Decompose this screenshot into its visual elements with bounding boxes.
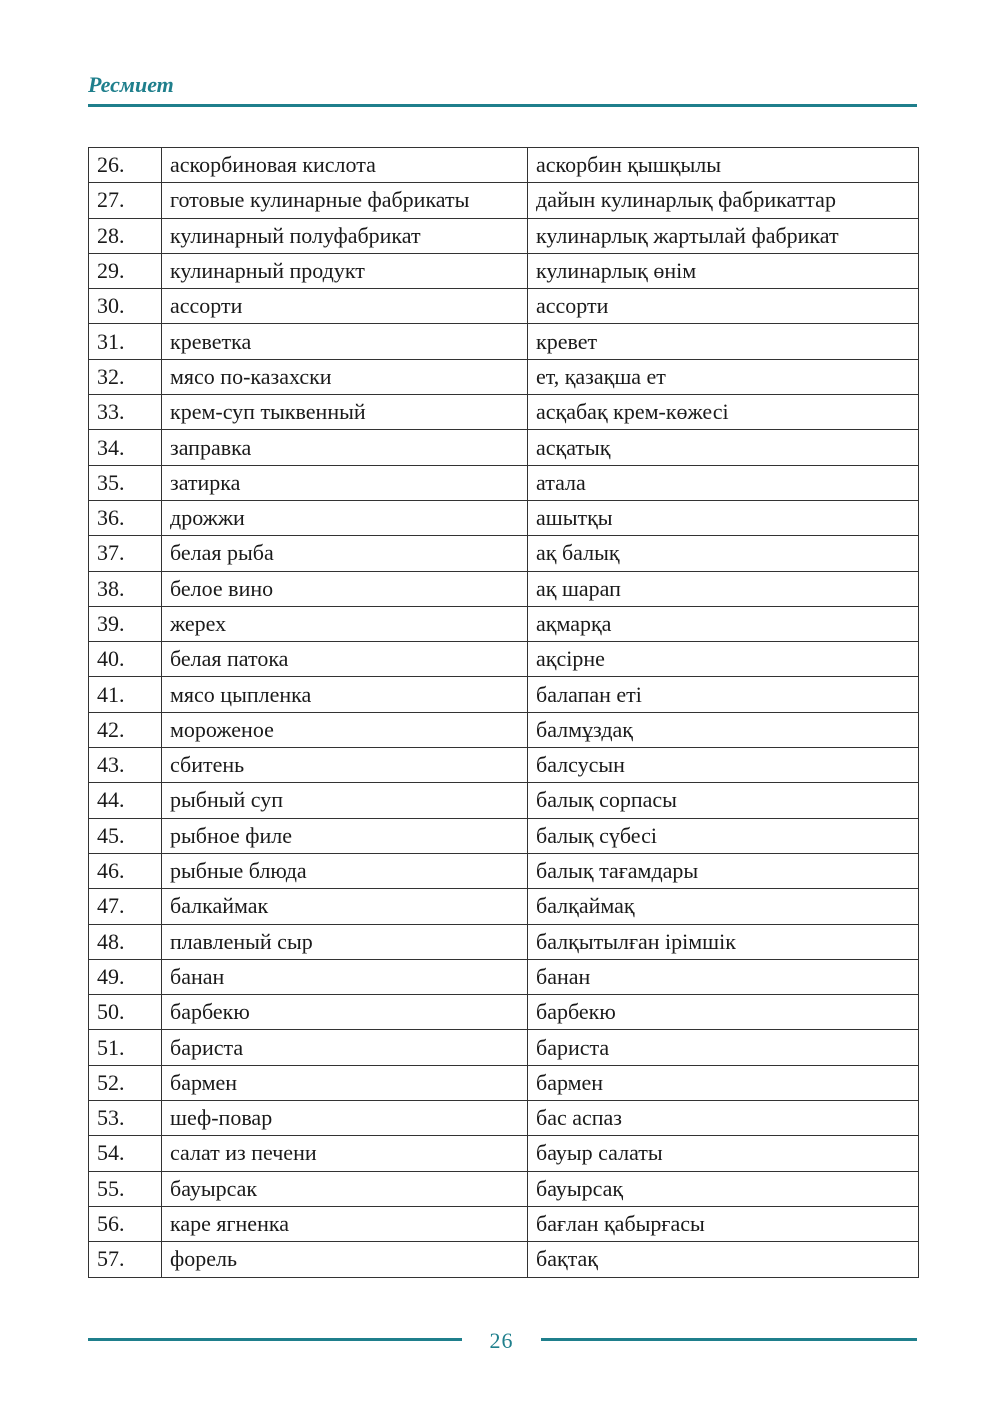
footer-divider-right xyxy=(541,1338,917,1341)
russian-term-cell: рыбное филе xyxy=(162,818,528,853)
russian-term-cell: креветка xyxy=(162,324,528,359)
table-row xyxy=(89,253,919,288)
kazakh-term-cell: балмұздақ xyxy=(528,712,919,747)
russian-term-cell: каре ягненка xyxy=(162,1206,528,1241)
table-row xyxy=(89,1242,919,1277)
kazakh-term-cell: бағлан қабырғасы xyxy=(528,1206,919,1241)
russian-term-cell: рыбный суп xyxy=(162,783,528,818)
table-row xyxy=(89,959,919,994)
kazakh-term-cell: ақ балық xyxy=(528,536,919,571)
glossary-table xyxy=(88,147,919,1278)
table-row xyxy=(89,889,919,924)
row-number-cell: 46. xyxy=(89,853,162,888)
row-number-cell: 31. xyxy=(89,324,162,359)
kazakh-term-cell: асқабақ крем-көжесі xyxy=(528,395,919,430)
kazakh-term-cell: бауырсақ xyxy=(528,1171,919,1206)
row-number-cell: 41. xyxy=(89,677,162,712)
kazakh-term-cell: балық тағамдары xyxy=(528,853,919,888)
russian-term-cell: мясо по-казахски xyxy=(162,359,528,394)
russian-term-cell: кулинарный полуфабрикат xyxy=(162,218,528,253)
table-row xyxy=(89,712,919,747)
row-number-cell: 40. xyxy=(89,642,162,677)
russian-term-cell: рыбные блюда xyxy=(162,853,528,888)
row-number-cell: 43. xyxy=(89,748,162,783)
table-row xyxy=(89,1101,919,1136)
kazakh-term-cell: ашытқы xyxy=(528,500,919,535)
russian-term-cell: готовые кулинарные фабрикаты xyxy=(162,183,528,218)
row-number-cell: 53. xyxy=(89,1101,162,1136)
row-number-cell: 57. xyxy=(89,1242,162,1277)
glossary-table-body xyxy=(89,148,919,1278)
table-row xyxy=(89,995,919,1030)
russian-term-cell: шеф-повар xyxy=(162,1101,528,1136)
row-number-cell: 48. xyxy=(89,924,162,959)
kazakh-term-cell: ассорти xyxy=(528,289,919,324)
russian-term-cell: бармен xyxy=(162,1065,528,1100)
table-row xyxy=(89,324,919,359)
kazakh-term-cell: кулинарлық өнім xyxy=(528,253,919,288)
table-row xyxy=(89,148,919,183)
table-row xyxy=(89,818,919,853)
row-number-cell: 50. xyxy=(89,995,162,1030)
russian-term-cell: жерех xyxy=(162,606,528,641)
russian-term-cell: мясо цыпленка xyxy=(162,677,528,712)
russian-term-cell: плавленый сыр xyxy=(162,924,528,959)
kazakh-term-cell: балық сорпасы xyxy=(528,783,919,818)
table-row xyxy=(89,1171,919,1206)
russian-term-cell: бариста xyxy=(162,1030,528,1065)
kazakh-term-cell: асқатық xyxy=(528,430,919,465)
table-row xyxy=(89,183,919,218)
table-row xyxy=(89,1065,919,1100)
table-row xyxy=(89,642,919,677)
russian-term-cell: крем-суп тыквенный xyxy=(162,395,528,430)
russian-term-cell: банан xyxy=(162,959,528,994)
russian-term-cell: салат из печени xyxy=(162,1136,528,1171)
russian-term-cell: балкаймак xyxy=(162,889,528,924)
kazakh-term-cell: бас аспаз xyxy=(528,1101,919,1136)
row-number-cell: 56. xyxy=(89,1206,162,1241)
row-number-cell: 32. xyxy=(89,359,162,394)
row-number-cell: 47. xyxy=(89,889,162,924)
row-number-cell: 54. xyxy=(89,1136,162,1171)
row-number-cell: 49. xyxy=(89,959,162,994)
row-number-cell: 33. xyxy=(89,395,162,430)
russian-term-cell: белое вино xyxy=(162,571,528,606)
row-number-cell: 30. xyxy=(89,289,162,324)
kazakh-term-cell: кревет xyxy=(528,324,919,359)
row-number-cell: 42. xyxy=(89,712,162,747)
kazakh-term-cell: атала xyxy=(528,465,919,500)
row-number-cell: 44. xyxy=(89,783,162,818)
russian-term-cell: кулинарный продукт xyxy=(162,253,528,288)
kazakh-term-cell: бауыр салаты xyxy=(528,1136,919,1171)
russian-term-cell: бауырсак xyxy=(162,1171,528,1206)
page-number: 26 xyxy=(489,1328,514,1353)
row-number-cell: 34. xyxy=(89,430,162,465)
table-row xyxy=(89,289,919,324)
table-row xyxy=(89,1206,919,1241)
table-row xyxy=(89,677,919,712)
table-row xyxy=(89,606,919,641)
row-number-cell: 37. xyxy=(89,536,162,571)
kazakh-term-cell: бақтақ xyxy=(528,1242,919,1277)
table-row xyxy=(89,748,919,783)
row-number-cell: 29. xyxy=(89,253,162,288)
russian-term-cell: мороженое xyxy=(162,712,528,747)
table-row xyxy=(89,1136,919,1171)
kazakh-term-cell: бариста xyxy=(528,1030,919,1065)
kazakh-term-cell: балқаймақ xyxy=(528,889,919,924)
table-row xyxy=(89,218,919,253)
row-number-cell: 38. xyxy=(89,571,162,606)
kazakh-term-cell: балсусын xyxy=(528,748,919,783)
row-number-cell: 45. xyxy=(89,818,162,853)
russian-term-cell: аскорбиновая кислота xyxy=(162,148,528,183)
russian-term-cell: форель xyxy=(162,1242,528,1277)
russian-term-cell: заправка xyxy=(162,430,528,465)
russian-term-cell: дрожжи xyxy=(162,500,528,535)
table-row xyxy=(89,500,919,535)
header-divider xyxy=(88,104,917,107)
kazakh-term-cell: балқытылған ірімшік xyxy=(528,924,919,959)
kazakh-term-cell: ақсірне xyxy=(528,642,919,677)
table-row xyxy=(89,536,919,571)
kazakh-term-cell: балапан еті xyxy=(528,677,919,712)
row-number-cell: 55. xyxy=(89,1171,162,1206)
table-row xyxy=(89,430,919,465)
russian-term-cell: затирка xyxy=(162,465,528,500)
table-row xyxy=(89,783,919,818)
table-row xyxy=(89,924,919,959)
row-number-cell: 51. xyxy=(89,1030,162,1065)
page-header-title: Ресмиет xyxy=(88,72,174,97)
table-row xyxy=(89,465,919,500)
russian-term-cell: сбитень xyxy=(162,748,528,783)
footer-divider-left xyxy=(88,1338,462,1341)
row-number-cell: 39. xyxy=(89,606,162,641)
kazakh-term-cell: аскорбин қышқылы xyxy=(528,148,919,183)
russian-term-cell: белая патока xyxy=(162,642,528,677)
row-number-cell: 36. xyxy=(89,500,162,535)
kazakh-term-cell: кулинарлық жартылай фабрикат xyxy=(528,218,919,253)
row-number-cell: 27. xyxy=(89,183,162,218)
kazakh-term-cell: банан xyxy=(528,959,919,994)
kazakh-term-cell: дайын кулинарлық фабрикаттар xyxy=(528,183,919,218)
table-row xyxy=(89,1030,919,1065)
table-row xyxy=(89,359,919,394)
russian-term-cell: барбекю xyxy=(162,995,528,1030)
row-number-cell: 26. xyxy=(89,148,162,183)
kazakh-term-cell: барбекю xyxy=(528,995,919,1030)
kazakh-term-cell: ет, қазақша ет xyxy=(528,359,919,394)
table-row xyxy=(89,853,919,888)
kazakh-term-cell: бармен xyxy=(528,1065,919,1100)
row-number-cell: 35. xyxy=(89,465,162,500)
row-number-cell: 28. xyxy=(89,218,162,253)
row-number-cell: 52. xyxy=(89,1065,162,1100)
kazakh-term-cell: балық сүбесі xyxy=(528,818,919,853)
table-row xyxy=(89,395,919,430)
russian-term-cell: ассорти xyxy=(162,289,528,324)
russian-term-cell: белая рыба xyxy=(162,536,528,571)
kazakh-term-cell: ақ шарап xyxy=(528,571,919,606)
kazakh-term-cell: ақмарқа xyxy=(528,606,919,641)
table-row xyxy=(89,571,919,606)
